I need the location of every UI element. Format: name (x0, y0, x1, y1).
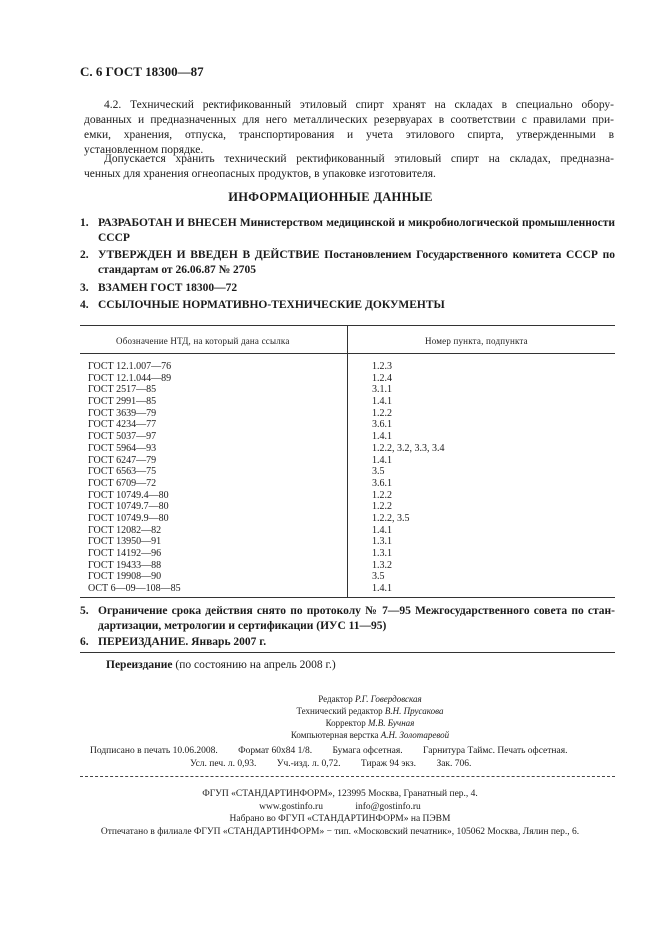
table-cell-clause: 3.1.1 (372, 384, 392, 396)
table-cell-clause: 1.2.4 (372, 372, 392, 384)
table-cell-document: ГОСТ 19908—90 (88, 571, 162, 583)
typeface: Гарнитура Таймс. (423, 746, 495, 756)
table-cell-clause: 1.2.2 (372, 501, 392, 513)
table-cell-clause: 3.6.1 (372, 477, 392, 489)
table-cell-document: ГОСТ 10749.4—80 (88, 489, 169, 501)
credit-name: В.Н. Прусакова (384, 706, 444, 716)
table-cell-document: ГОСТ 2991—85 (88, 396, 157, 408)
table-cell-document: ГОСТ 19433—88 (88, 559, 162, 571)
credit-name: Р.Г. Говердовская (354, 694, 422, 704)
table-cell-document: ГОСТ 12.1.007—76 (88, 361, 172, 372)
text-line: ченных для хранения огнеопасных продуктов, в упаковке изготовителя. (84, 168, 436, 180)
table-cell-clause: 1.4.1 (372, 396, 392, 408)
reference-documents-table (80, 325, 615, 597)
credit-row (220, 705, 520, 717)
table-cell-clause: 1.4.1 (372, 431, 392, 443)
credit-role: Технический редактор (296, 706, 383, 716)
info-section-title: ИНФОРМАЦИОННЫЕ ДАННЫЕ (228, 190, 433, 204)
print-method: Печать офсетная. (497, 746, 568, 756)
table-cell-clause: 1.4.1 (372, 454, 392, 466)
credit-role: Компьютерная верстка (290, 730, 379, 740)
item-caption: РАЗРАБОТАН И ВНЕСЕН (98, 217, 237, 229)
order-number: Зак. 706. (436, 758, 472, 769)
table-cell-document: ГОСТ 6563—75 (88, 466, 157, 478)
item-number: 2. (80, 249, 89, 261)
table-border (80, 597, 615, 598)
item-text: Постановлением Государственного комитета СССР по (324, 249, 615, 261)
item-caption: ВЗАМЕН ГОСТ 18300—72 (98, 282, 238, 294)
table-cell-document: ГОСТ 14192—96 (88, 548, 162, 559)
item-text: Январь 2007 г. (191, 636, 267, 648)
table-cell-clause: 1.4.1 (372, 583, 392, 595)
publishing-sheets: Уч.-изд. л. 0,72. (276, 758, 341, 769)
table-column-divider (347, 325, 348, 597)
text-line: дованных и предназначенных для него металлических резервуарах в соответствии с правилами при- (84, 114, 614, 126)
item-number: 6. (80, 636, 89, 648)
paragraph-4-2 (84, 98, 614, 158)
table-cell-document: ГОСТ 6709—72 (88, 477, 157, 489)
typeset-note: Набрано во ФГУП «СТАНДАРТИНФОРМ» на ПЭВМ (229, 814, 451, 824)
item-text: Министерством медицинской и микробиологической промышленности (239, 217, 615, 229)
table-cell-document: ГОСТ 5037—97 (88, 431, 157, 443)
item-caption: УТВЕРЖДЕН И ВВЕДЕН В ДЕЙСТВИЕ (98, 249, 320, 261)
signed-date: Подписано в печать 10.06.2008. (90, 746, 218, 756)
table-cell-document: ГОСТ 10749.9—80 (88, 512, 169, 524)
paper-type: Бумага офсетная. (332, 746, 403, 756)
table-cell-clause: 1.3.2 (372, 559, 392, 571)
text-line: 4.2. Технический ректификованный этиловый спирт хранят на складах в специально обору- (104, 99, 614, 111)
print-details (90, 745, 605, 770)
table-cell-document: ГОСТ 13950—91 (88, 536, 162, 548)
reissue-label: Переиздание (106, 659, 173, 671)
item-caption: ССЫЛОЧНЫЕ НОРМАТИВНО-ТЕХНИЧЕСКИЕ ДОКУМЕНТЫ (98, 299, 445, 311)
dashed-separator (80, 776, 615, 777)
table-header-clause: Номер пункта, подпункта (425, 336, 528, 346)
table-cell-clause: 1.3.1 (372, 548, 392, 559)
text-line: емки, хранения, отпуска, транспортирования и учета этилового спирта, утвержденными в (84, 129, 614, 141)
credit-row (220, 729, 520, 741)
editorial-credits (220, 693, 520, 741)
publisher-email: info@gostinfo.ru (355, 801, 421, 812)
credit-role: Корректор (325, 718, 366, 728)
page-header: С. 6 ГОСТ 18300—87 (80, 64, 204, 79)
item-caption: ПЕРЕИЗДАНИЕ. (98, 636, 189, 648)
text-line: Допускается хранить технический ректификованный этиловый спирт на складах, предназна- (104, 153, 614, 165)
item-number: 3. (80, 282, 89, 294)
publisher-info (0, 788, 661, 838)
table-cell-clause: 1.2.2, 3.2, 3.3, 3.4 (372, 442, 445, 454)
print-sheets: Усл. печ. л. 0,93. (190, 758, 257, 769)
table-cell-clause: 1.2.2 (372, 407, 392, 419)
item-number: 4. (80, 299, 89, 311)
table-cell-clause: 1.3.1 (372, 536, 392, 548)
text-line: установленном порядке. (84, 144, 204, 156)
table-cell-document: ГОСТ 12.1.044—89 (88, 372, 172, 384)
credit-role: Редактор (318, 694, 353, 704)
reissue-text: (по состоянию на апрель 2008 г.) (175, 659, 336, 671)
paragraph-storage (84, 152, 614, 182)
print-run: Тираж 94 экз. (360, 758, 417, 769)
credit-row (220, 693, 520, 705)
printer-note: Отпечатано в филиале ФГУП «СТАНДАРТИНФОРМ» − тип. «Московский печатник», 105062 Москва, Лялин пер., 6. (100, 826, 580, 837)
table-cell-document: ГОСТ 2517—85 (88, 384, 157, 396)
table-cell-document: ГОСТ 4234—77 (88, 419, 157, 431)
credit-row (220, 717, 520, 729)
table-cell-document: ГОСТ 10749.7—80 (88, 501, 169, 513)
table-cell-clause: 1.2.2, 3.5 (372, 512, 410, 524)
table-cell-document: ГОСТ 12082—82 (88, 524, 162, 536)
clause-column (372, 361, 445, 595)
item-text: Ограничение срока действия снято по протоколу № 7—95 Межгосударственного совета по стан- (98, 605, 615, 617)
table-cell-document: ГОСТ 6247—79 (88, 454, 157, 466)
table-cell-clause: 1.2.2 (372, 489, 392, 501)
item-number: 5. (80, 605, 89, 617)
publisher-website: www.gostinfo.ru (259, 801, 323, 812)
table-cell-document: ОСТ 6—09—108—85 (88, 583, 181, 595)
document-column (88, 361, 181, 595)
table-cell-clause: 3.5 (372, 466, 385, 478)
table-header-document: Обозначение НТД, на который дана ссылка (116, 336, 290, 346)
item-number: 1. (80, 217, 89, 229)
table-cell-document: ГОСТ 5964—93 (88, 442, 157, 454)
reissue-note (106, 659, 336, 671)
table-cell-clause: 1.4.1 (372, 524, 392, 536)
item-text: дартизации, метрологии и сертификации (ИУС 11—95) (98, 620, 387, 632)
table-cell-clause: 3.6.1 (372, 419, 392, 431)
table-cell-document: ГОСТ 3639—79 (88, 407, 157, 419)
item-text: стандартам от 26.06.87 № 2705 (98, 264, 257, 276)
print-format: Формат 60x84 1/8. (238, 746, 313, 756)
publisher-address: ФГУП «СТАНДАРТИНФОРМ», 123995 Москва, Гранатный пер., 4. (202, 789, 478, 799)
credit-name: М.В. Бучная (367, 718, 415, 728)
credit-name: А.Н. Золотаревой (380, 730, 450, 740)
table-cell-clause: 3.5 (372, 571, 385, 583)
table-cell-clause: 1.2.3 (372, 361, 392, 372)
separator-line (80, 652, 615, 653)
item-text: СССР (98, 232, 130, 244)
